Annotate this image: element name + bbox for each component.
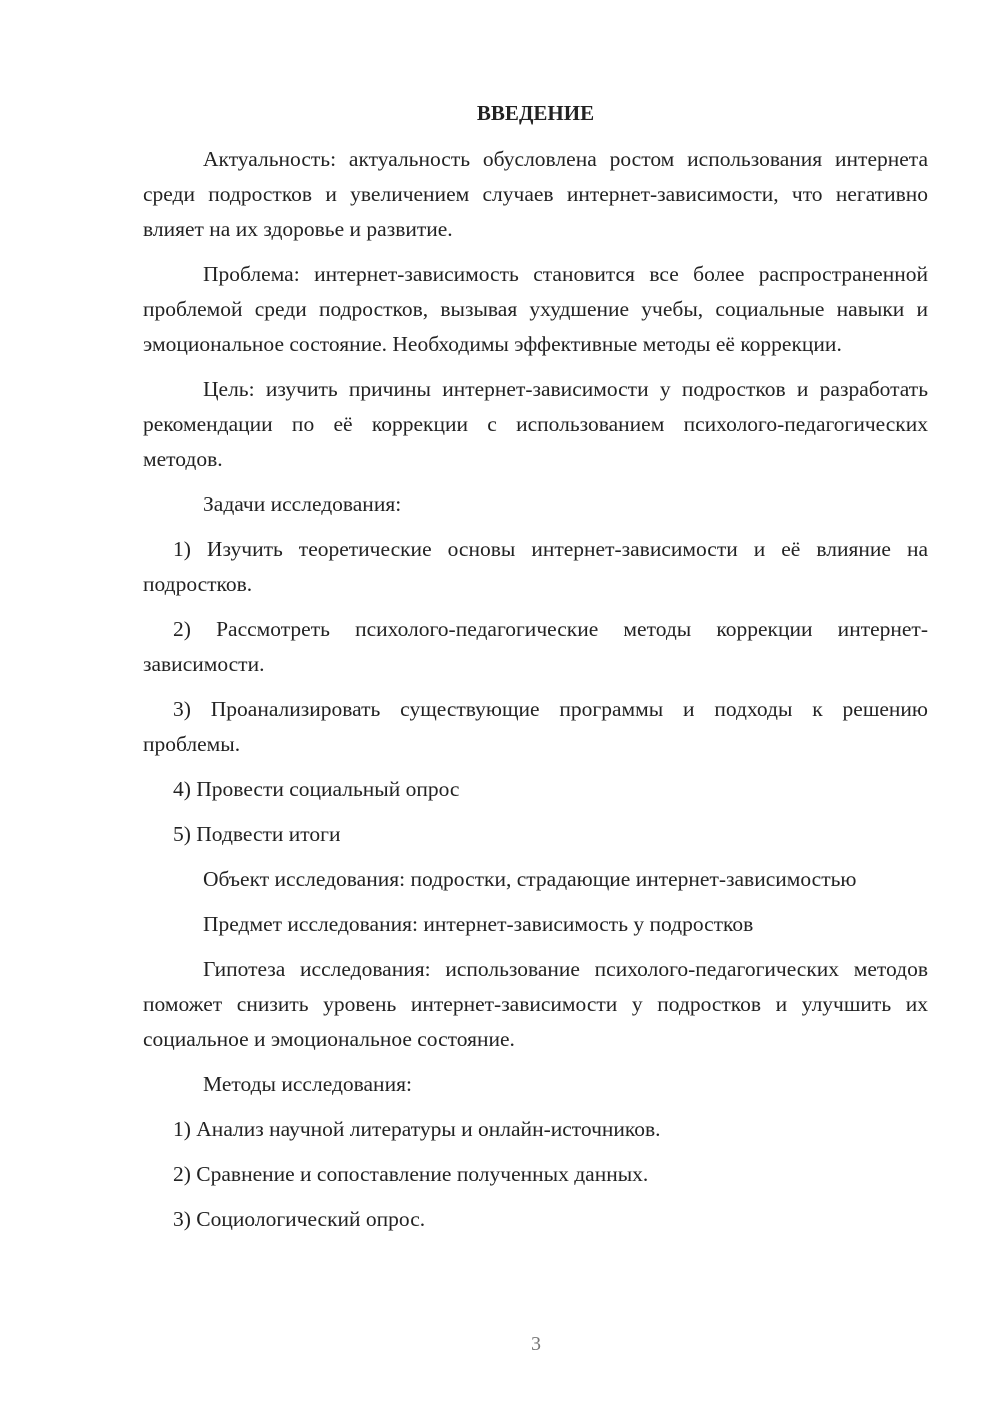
method-item: 3) Социологический опрос.: [173, 1207, 426, 1231]
task-item: 5) Подвести итоги: [173, 822, 341, 846]
method-item: 1) Анализ научной литературы и онлайн-источников.: [173, 1117, 661, 1141]
object-paragraph: Объект исследования: подростки, страдающие интернет-зависимостью: [203, 867, 857, 891]
task-item: 4) Провести социальный опрос: [173, 777, 460, 801]
task-item: 1) Изучить теоретические основы интернет-зависимости и её влияние на подростков.: [143, 537, 928, 596]
section-title: ВВЕДЕНИЕ: [476, 101, 595, 125]
relevance-paragraph: Актуальность: актуальность обусловлена ростом использования интернета среди подростков и увеличением случаев интернет-зависимости, что негативно влияет на их здоровье и развитие.: [143, 147, 928, 241]
task-item: 2) Рассмотреть психолого-педагогические методы коррекции интернет-зависимости.: [143, 617, 928, 676]
subject-paragraph: Предмет исследования: интернет-зависимость у подростков: [203, 912, 754, 936]
goal-paragraph: Цель: изучить причины интернет-зависимости у подростков и разработать рекомендации по её коррекции с использованием психолого-педагогических методов.: [143, 377, 928, 471]
task-item: 3) Проанализировать существующие программы и подходы к решению проблемы.: [143, 697, 928, 756]
page-content: [143, 96, 928, 1247]
page-number: 3: [531, 1333, 541, 1355]
hypothesis-paragraph: Гипотеза исследования: использование психолого-педагогических методов поможет снизить уровень интернет-зависимости у подростков и улучшить их социальное и эмоциональное состояние.: [143, 957, 928, 1051]
methods-heading: Методы исследования:: [203, 1072, 412, 1096]
tasks-heading: Задачи исследования:: [203, 492, 402, 516]
method-item: 2) Сравнение и сопоставление полученных данных.: [173, 1162, 649, 1186]
problem-paragraph: Проблема: интернет-зависимость становится все более распространенной проблемой среди подростков, вызывая ухудшение учебы, социальные навыки и эмоциональное состояние. Необходимы эффективные методы её коррекции.: [143, 262, 928, 356]
